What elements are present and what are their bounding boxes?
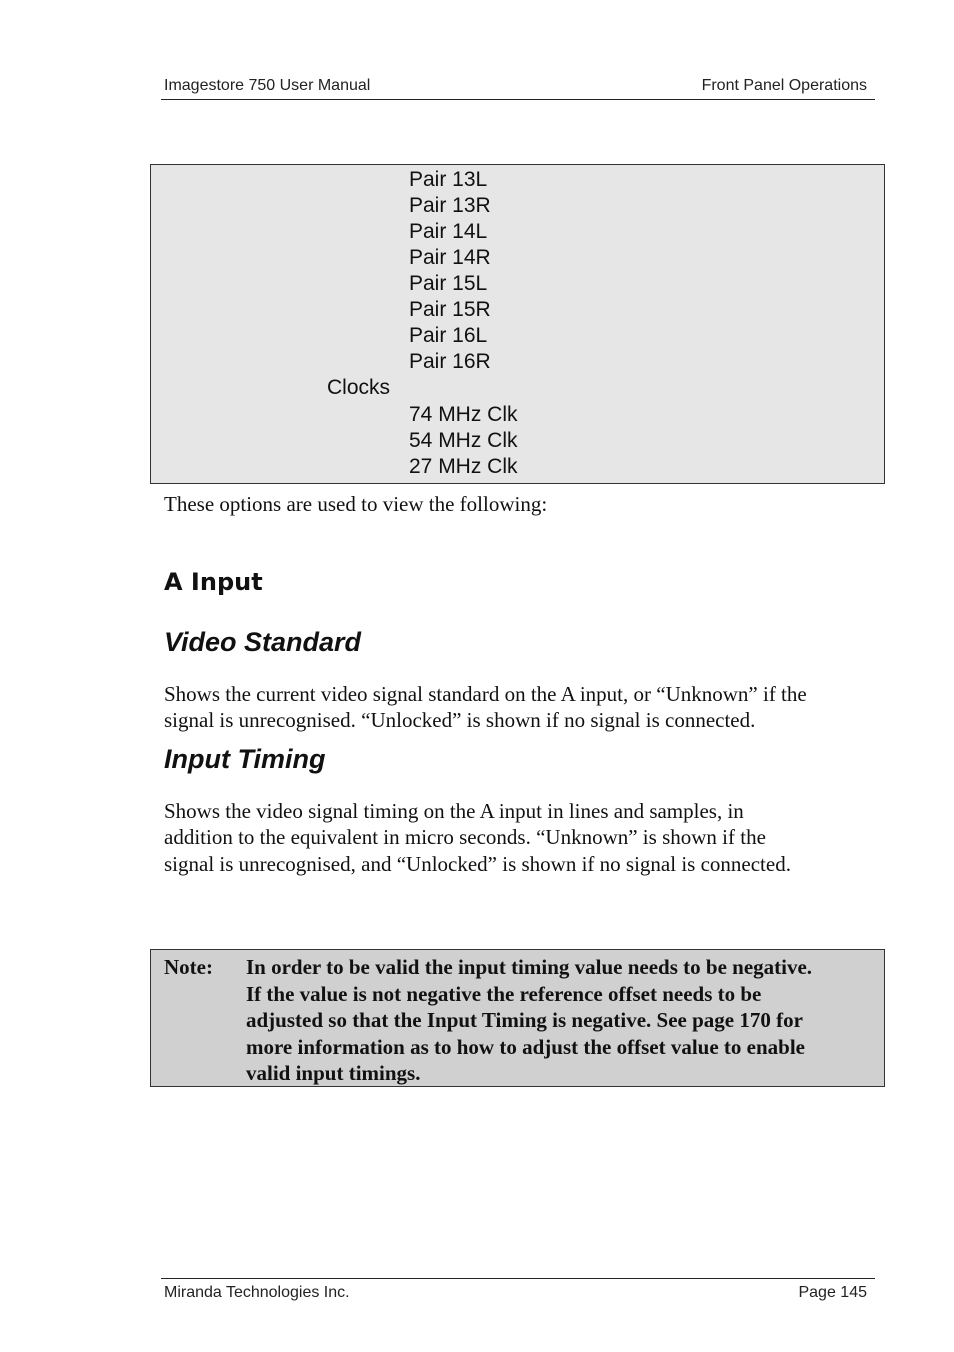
note-text: [246, 954, 812, 1087]
menu-group-clocks: Clocks: [327, 376, 391, 399]
header-section-title: Front Panel Operations: [701, 77, 867, 94]
menu-item-pair: Pair 15L: [409, 272, 488, 295]
menu-item-pair: Pair 13R: [409, 194, 491, 217]
note-text-line: In order to be valid the input timing value needs to be negative.: [246, 955, 813, 979]
note-text-line: adjusted so that the Input Timing is negative. See page 170 for: [246, 1008, 803, 1032]
note-text-line: valid input timings.: [246, 1061, 421, 1085]
menu-item-pair: Pair 15R: [409, 298, 491, 321]
subheading-video-standard: Video Standard: [164, 627, 362, 657]
video-standard-text-line: signal is unrecognised. “Unlocked” is shown if no signal is connected.: [164, 708, 756, 732]
note-label: Note:: [164, 955, 213, 979]
video-standard-text-line: Shows the current video signal standard on the A input, or “Unknown” if the: [164, 682, 807, 706]
footer-rule: [161, 1278, 875, 1279]
menu-item-clock: 27 MHz Clk: [409, 455, 518, 478]
subheading-input-timing: Input Timing: [164, 744, 326, 774]
menu-item-pair: Pair 14R: [409, 246, 491, 269]
menu-item-pair: Pair 16R: [409, 350, 491, 373]
note-text-line: more information as to how to adjust the offset value to enable: [246, 1034, 805, 1059]
input-timing-text-line: signal is unrecognised, and “Unlocked” is shown if no signal is connected.: [164, 852, 791, 876]
note-box: [150, 949, 885, 1087]
menu-item-clock: 74 MHz Clk: [409, 403, 518, 426]
input-timing-text-line: addition to the equivalent in micro seconds. “Unknown” is shown if the: [164, 825, 766, 849]
intro-text: These options are used to view the following:: [164, 492, 548, 516]
input-timing-text-line: Shows the video signal timing on the A input in lines and samples, in: [164, 799, 744, 823]
section-heading: A Input: [164, 568, 263, 596]
footer-company: Miranda Technologies Inc.: [164, 1284, 350, 1301]
menu-listing-box: [150, 164, 885, 484]
menu-item-pair: Pair 13L: [409, 168, 488, 191]
menu-item-clock: 54 MHz Clk: [409, 429, 518, 452]
footer-page-number: Page 145: [798, 1284, 867, 1301]
note-text-line: If the value is not negative the reference offset needs to be: [246, 981, 762, 1006]
header-rule: [161, 99, 875, 100]
menu-item-pair: Pair 16L: [409, 324, 488, 347]
header-manual-title: Imagestore 750 User Manual: [164, 77, 371, 94]
menu-item-pair: Pair 14L: [409, 220, 488, 243]
